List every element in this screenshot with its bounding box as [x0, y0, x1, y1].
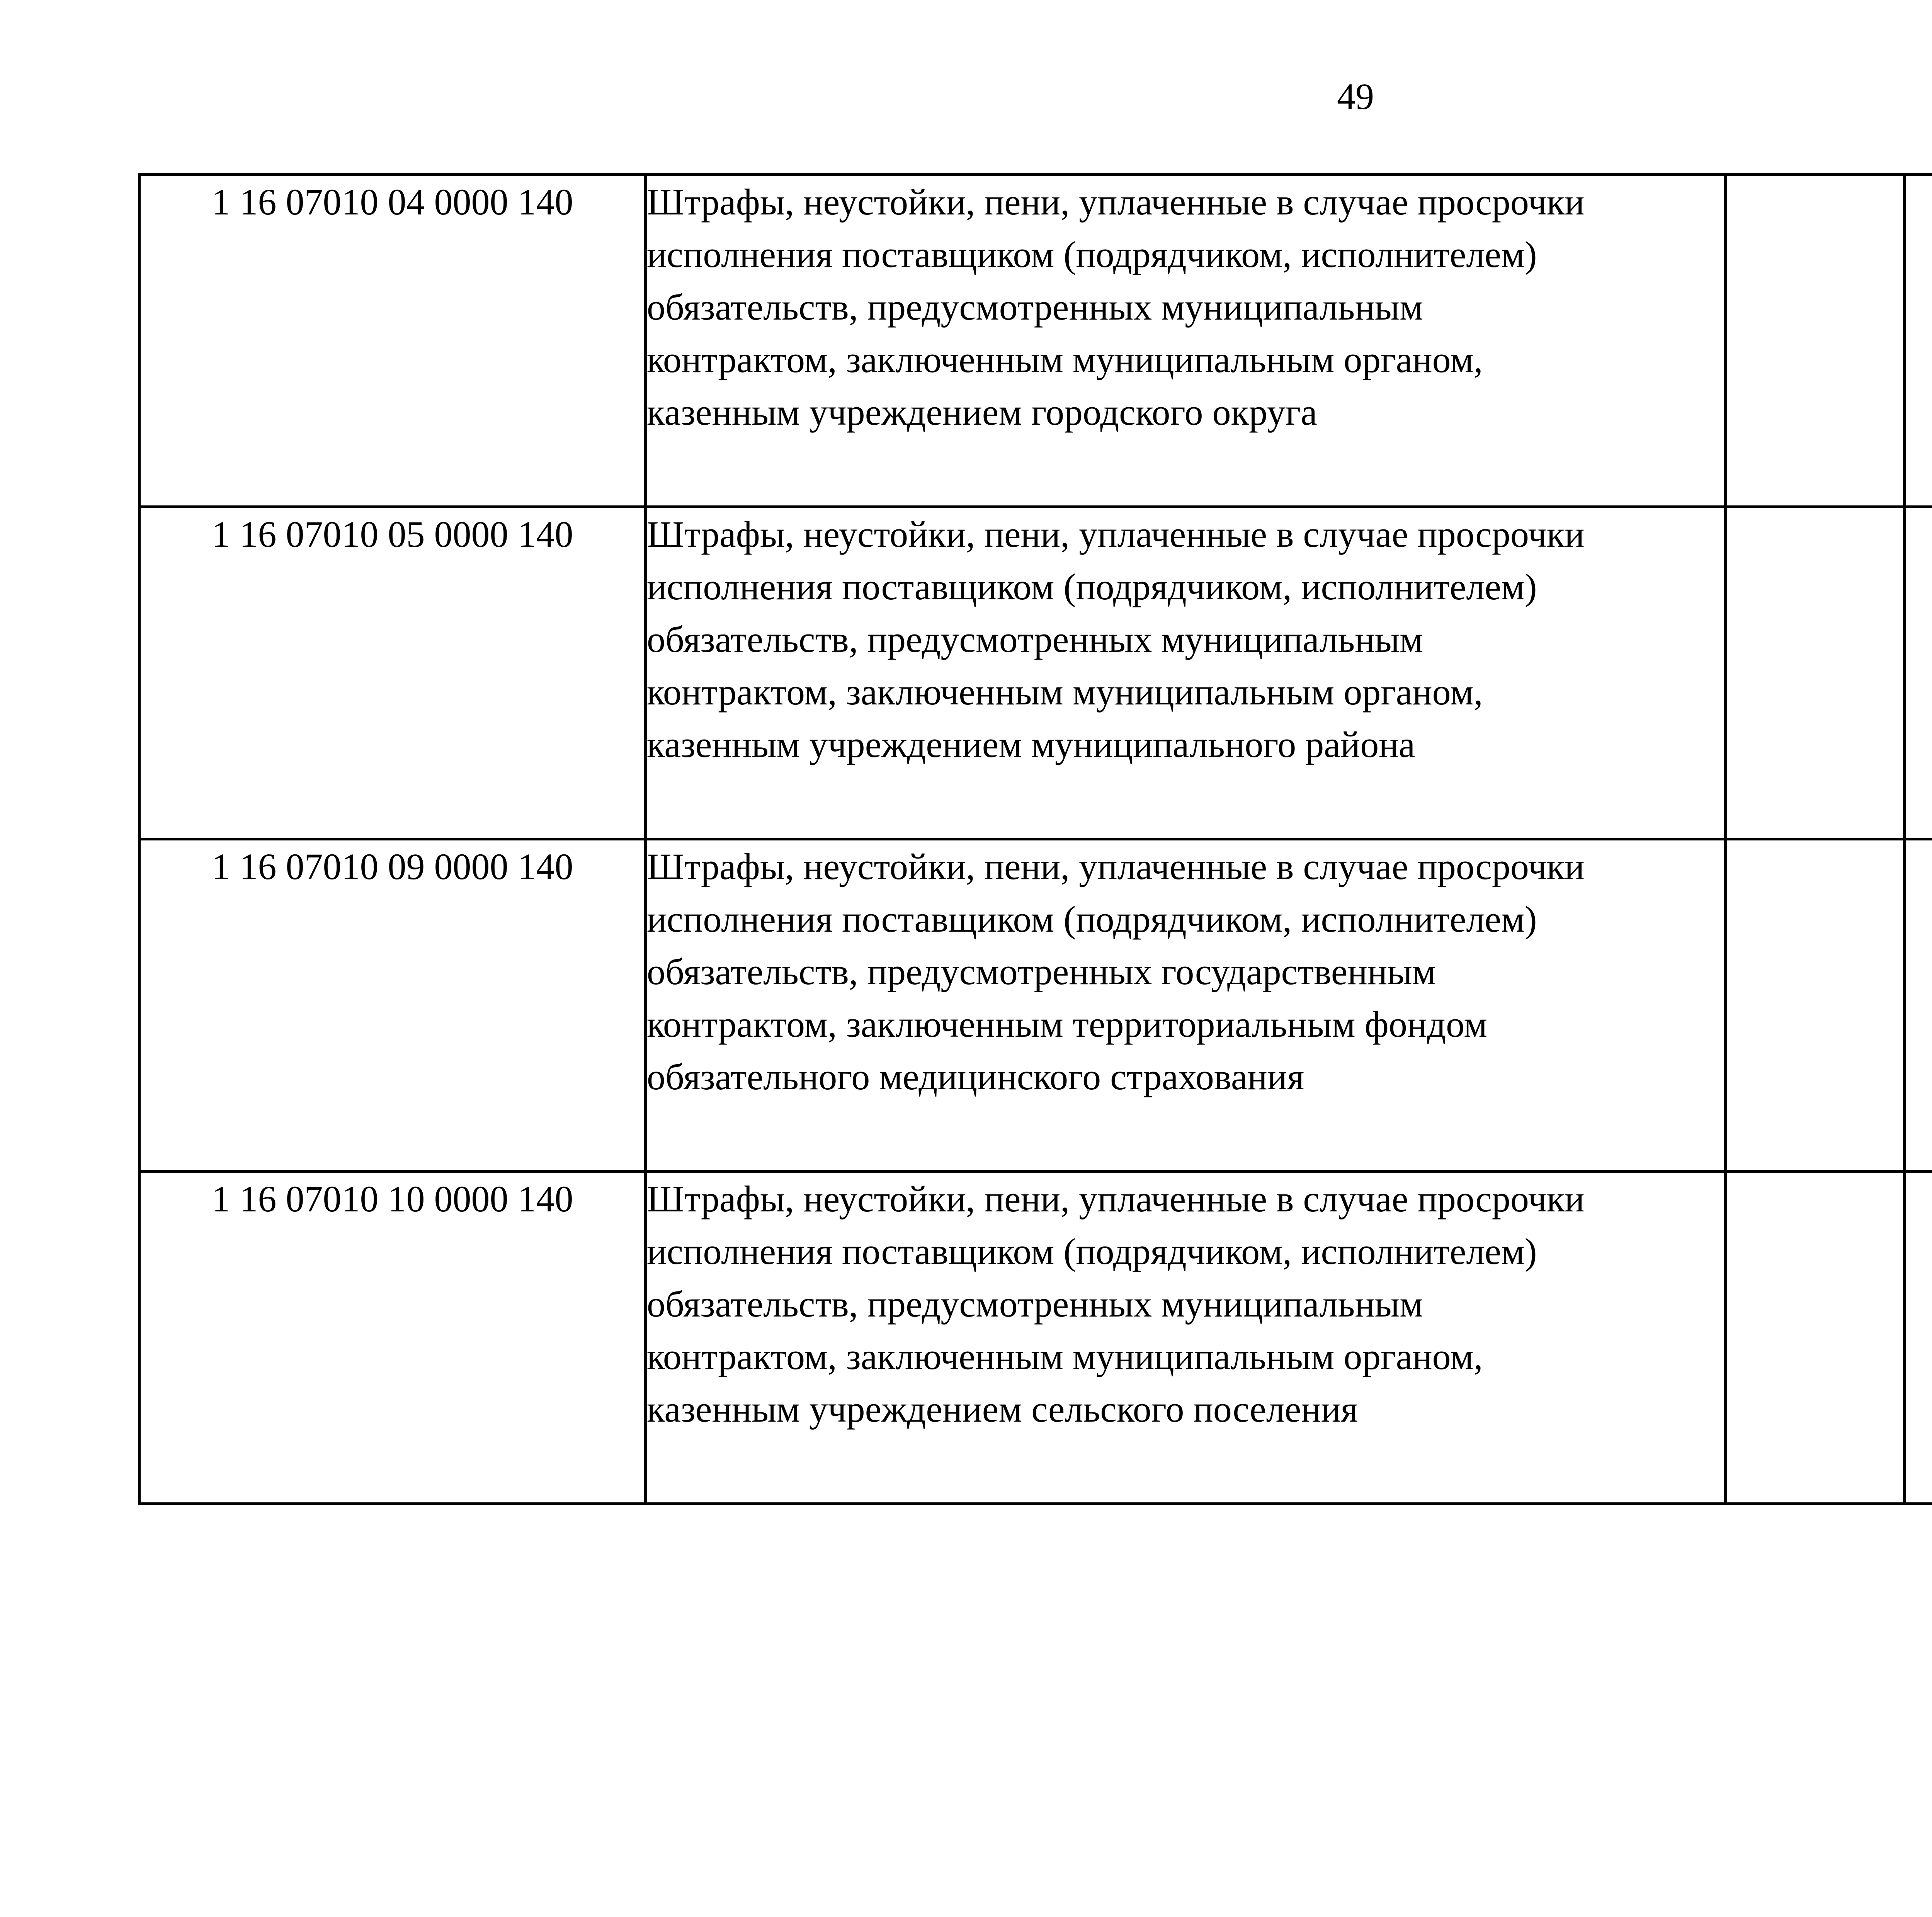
- description-line: исполнения поставщиком (подрядчиком, исполнителем): [647, 898, 1537, 940]
- table-row: [139, 175, 1932, 507]
- description-line: казенным учреждением городского округа: [647, 391, 1317, 433]
- table-row: [139, 507, 1932, 839]
- value-cell: [1905, 1172, 1932, 1504]
- description-line: Штрафы, неустойки, пени, уплаченные в случае просрочки: [647, 1178, 1585, 1220]
- description-cell: [646, 175, 1726, 507]
- budget-code-cell: 1 16 07010 05 0000 140: [139, 507, 646, 839]
- value-cell: [1726, 1172, 1905, 1504]
- revenue-distribution-table: [138, 173, 1932, 1505]
- budget-code-cell: 1 16 07010 10 0000 140: [139, 1172, 646, 1504]
- description-line: казенным учреждением муниципального района: [647, 724, 1415, 765]
- budget-code-cell: 1 16 07010 04 0000 140: [139, 175, 646, 507]
- description-line: исполнения поставщиком (подрядчиком, исполнителем): [647, 1231, 1537, 1272]
- description-line: контрактом, заключенным муниципальным органом,: [647, 339, 1483, 380]
- description-cell: [646, 507, 1726, 839]
- description-line: Штрафы, неустойки, пени, уплаченные в случае просрочки: [647, 846, 1585, 887]
- description-line: контрактом, заключенным муниципальным органом,: [647, 1336, 1483, 1377]
- description-line: обязательств, предусмотренных государственным: [647, 951, 1436, 992]
- table-row: [139, 1172, 1932, 1504]
- description-cell: [646, 1172, 1726, 1504]
- description-line: исполнения поставщиком (подрядчиком, исполнителем): [647, 566, 1537, 607]
- value-cell: [1905, 507, 1932, 839]
- description-line: обязательств, предусмотренных муниципальным: [647, 286, 1423, 328]
- budget-code-cell: 1 16 07010 09 0000 140: [139, 839, 646, 1172]
- description-line: обязательного медицинского страхования: [647, 1056, 1304, 1097]
- value-cell: [1905, 175, 1932, 507]
- description-cell: [646, 839, 1726, 1172]
- value-cell: [1726, 507, 1905, 839]
- table-row: [139, 839, 1932, 1172]
- description-line: исполнения поставщиком (подрядчиком, исполнителем): [647, 234, 1537, 275]
- page-number: 49: [1337, 76, 1374, 117]
- value-cell: [1726, 175, 1905, 507]
- value-cell: [1905, 839, 1932, 1172]
- description-line: Штрафы, неустойки, пени, уплаченные в случае просрочки: [647, 181, 1585, 223]
- description-line: контрактом, заключенным территориальным фондом: [647, 1004, 1487, 1045]
- description-line: обязательств, предусмотренных муниципальным: [647, 1283, 1423, 1325]
- description-line: обязательств, предусмотренных муниципальным: [647, 619, 1423, 660]
- description-line: казенным учреждением сельского поселения: [647, 1388, 1358, 1430]
- description-line: Штрафы, неустойки, пени, уплаченные в случае просрочки: [647, 514, 1585, 555]
- description-line: контрактом, заключенным муниципальным органом,: [647, 671, 1483, 713]
- value-cell: [1726, 839, 1905, 1172]
